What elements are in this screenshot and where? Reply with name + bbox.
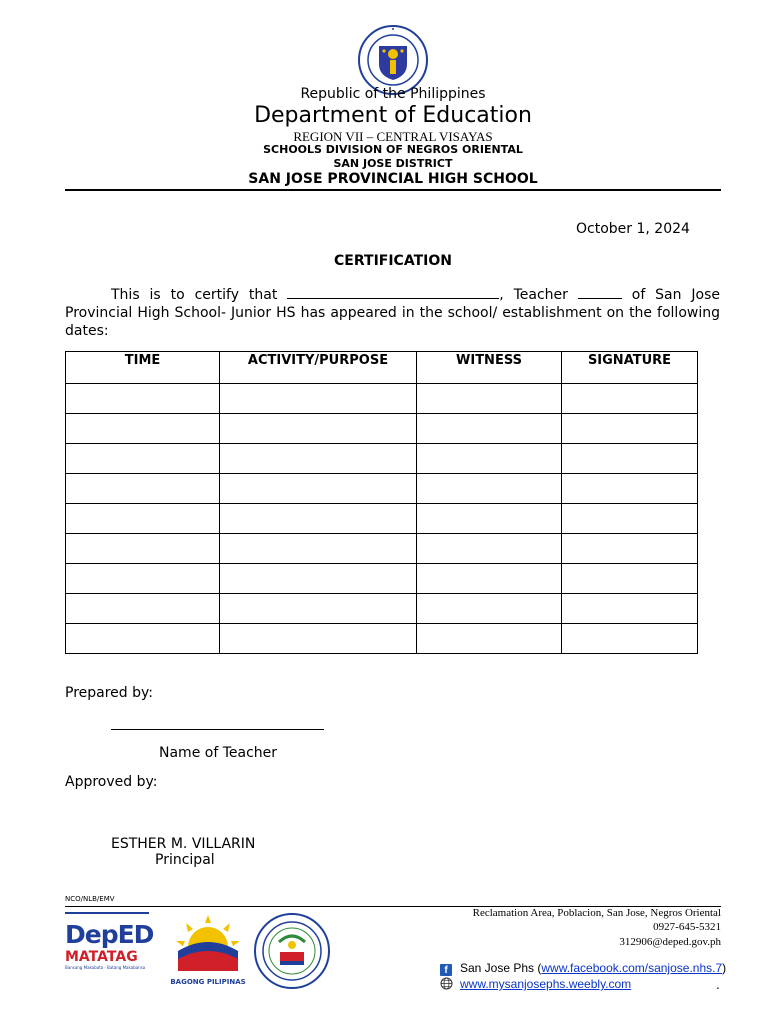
teacher-signature-line	[111, 729, 324, 730]
table-cell-witness[interactable]	[417, 474, 562, 504]
table-row	[66, 594, 698, 624]
table-cell-signature[interactable]	[562, 504, 698, 534]
table-cell-signature[interactable]	[562, 594, 698, 624]
table-cell-witness[interactable]	[417, 594, 562, 624]
facebook-row	[440, 961, 726, 976]
principal-name: ESTHER M. VILLARIN	[111, 836, 256, 852]
table-cell-time[interactable]	[66, 414, 220, 444]
table-cell-time[interactable]	[66, 534, 220, 564]
footer-address: Reclamation Area, Poblacion, San Jose, Negros Oriental	[472, 907, 721, 919]
facebook-suffix: )	[722, 961, 727, 975]
table-cell-time[interactable]	[66, 564, 220, 594]
table-cell-signature[interactable]	[562, 444, 698, 474]
facebook-link[interactable]: www.facebook.com/sanjose.nhs.7	[541, 961, 723, 975]
table-cell-witness[interactable]	[417, 564, 562, 594]
globe-icon	[440, 977, 453, 990]
table-cell-witness[interactable]	[417, 504, 562, 534]
table-cell-witness[interactable]	[417, 414, 562, 444]
table-cell-activity[interactable]	[220, 624, 417, 654]
bagong-pilipinas-emblem	[166, 913, 250, 973]
table-row	[66, 444, 698, 474]
table-cell-activity[interactable]	[220, 474, 417, 504]
table-row	[66, 474, 698, 504]
body-part-1: This is to certify that	[111, 287, 278, 303]
table-row	[66, 384, 698, 414]
table-cell-signature[interactable]	[562, 414, 698, 444]
table-cell-witness[interactable]	[417, 624, 562, 654]
table-cell-time[interactable]	[66, 474, 220, 504]
facebook-prefix: San Jose Phs (	[460, 961, 542, 975]
table-cell-signature[interactable]	[562, 384, 698, 414]
table-cell-signature[interactable]	[562, 564, 698, 594]
deped-logo	[65, 912, 154, 982]
table-cell-witness[interactable]	[417, 534, 562, 564]
trailing-dot: .	[716, 978, 720, 992]
document-date: October 1, 2024	[576, 221, 690, 237]
column-header-activity: ACTIVITY/PURPOSE	[220, 352, 417, 384]
table-cell-activity[interactable]	[220, 504, 417, 534]
district-text: SAN JOSE DISTRICT	[333, 157, 453, 170]
prepared-by-label: Prepared by:	[65, 685, 153, 701]
certification-body	[65, 284, 720, 340]
teacher-position-blank	[578, 284, 622, 299]
facebook-icon: f	[440, 964, 452, 976]
table-row	[66, 414, 698, 444]
table-row	[66, 624, 698, 654]
principal-title: Principal	[155, 852, 215, 868]
department-title: Department of Education	[254, 103, 532, 128]
republic-text: Republic of the Philippines	[300, 86, 486, 102]
teacher-name-blank	[287, 284, 499, 299]
table-cell-activity[interactable]	[220, 564, 417, 594]
table-cell-time[interactable]	[66, 594, 220, 624]
body-part-3: of San Jose Provincial High School- Junior HS has appeared in the school/ establishment on the following dates:	[65, 287, 721, 339]
table-cell-time[interactable]	[66, 624, 220, 654]
attendance-table	[65, 351, 698, 654]
table-row	[66, 564, 698, 594]
header-rule	[65, 189, 721, 191]
deped-logo-bar	[65, 912, 149, 914]
deped-logo-text: DepED	[65, 920, 154, 949]
table-cell-activity[interactable]	[220, 594, 417, 624]
table-cell-witness[interactable]	[417, 444, 562, 474]
table-cell-activity[interactable]	[220, 444, 417, 474]
approved-by-label: Approved by:	[65, 774, 158, 790]
document-code: NCO/NLB/EMV	[65, 895, 115, 903]
table-cell-time[interactable]	[66, 384, 220, 414]
certification-title: CERTIFICATION	[334, 253, 452, 269]
website-row	[440, 977, 631, 991]
column-header-witness: WITNESS	[417, 352, 562, 384]
teacher-name-caption: Name of Teacher	[159, 745, 278, 761]
footer-phone: 0927-645-5321	[653, 921, 721, 933]
website-link[interactable]: www.mysanjosephs.weebly.com	[460, 977, 632, 991]
table-row	[66, 534, 698, 564]
body-part-2: , Teacher	[499, 287, 568, 303]
table-row	[66, 504, 698, 534]
school-name: SAN JOSE PROVINCIAL HIGH SCHOOL	[248, 171, 538, 187]
column-header-signature: SIGNATURE	[562, 352, 698, 384]
table-cell-time[interactable]	[66, 504, 220, 534]
table-cell-activity[interactable]	[220, 414, 417, 444]
footer-email: 312906@deped.gov.ph	[619, 936, 721, 948]
table-cell-activity[interactable]	[220, 384, 417, 414]
table-cell-signature[interactable]	[562, 624, 698, 654]
table-cell-witness[interactable]	[417, 384, 562, 414]
division-text: SCHOOLS DIVISION OF NEGROS ORIENTAL	[263, 143, 523, 156]
column-header-time: TIME	[66, 352, 220, 384]
table-header-row	[66, 352, 698, 384]
table-cell-activity[interactable]	[220, 534, 417, 564]
table-cell-signature[interactable]	[562, 534, 698, 564]
region-text: REGION VII – CENTRAL VISAYAS	[293, 129, 493, 144]
school-seal	[253, 912, 331, 990]
bagong-pilipinas-text: BAGONG PILIPINAS	[170, 978, 246, 986]
bagong-pilipinas-logo	[166, 913, 250, 985]
matatag-tagline: Bansang Makabata · Batang Makabansa	[65, 965, 146, 970]
matatag-text: MATATAG	[65, 949, 138, 965]
table-cell-signature[interactable]	[562, 474, 698, 504]
table-cell-time[interactable]	[66, 444, 220, 474]
